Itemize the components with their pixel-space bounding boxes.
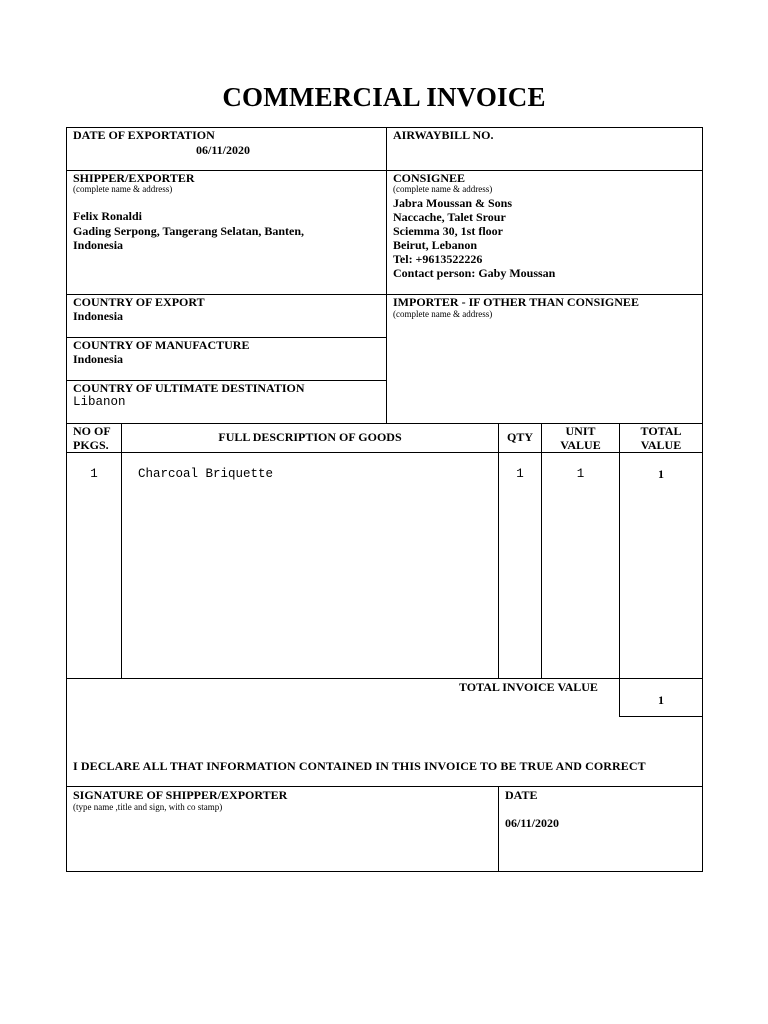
shipper-label: SHIPPER/EXPORTER (73, 171, 195, 185)
goods-header-description: FULL DESCRIPTION OF GOODS (218, 430, 402, 444)
country-manufacture-label: COUNTRY OF MANUFACTURE (73, 338, 250, 352)
country-destination-label: COUNTRY OF ULTIMATE DESTINATION (73, 381, 305, 395)
goods-header-total-value: VALUE (640, 438, 682, 452)
exportation-date-value: 06/11/2020 (196, 143, 251, 157)
page-title: COMMERCIAL INVOICE (222, 82, 546, 112)
total-invoice-value: 1 (658, 693, 664, 707)
shipper-name: Felix Ronaldi (73, 209, 143, 223)
consignee-city: Beirut, Lebanon (393, 238, 478, 252)
shipper-address-line: Gading Serpong, Tangerang Selatan, Banten, (73, 224, 305, 238)
total-invoice-label: TOTAL INVOICE VALUE (459, 680, 598, 694)
goods-header-qty: QTY (506, 430, 533, 444)
row-total-value: 1 (658, 467, 664, 481)
country-export-label: COUNTRY OF EXPORT (73, 295, 205, 309)
goods-header-pkgs: PKGS. (73, 438, 109, 452)
shipper-country: Indonesia (73, 238, 124, 252)
country-export-value: Indonesia (73, 309, 124, 323)
declaration-text: I DECLARE ALL THAT INFORMATION CONTAINED IN THIS INVOICE TO BE TRUE AND CORRECT (73, 759, 646, 773)
consignee-label: CONSIGNEE (393, 171, 466, 185)
consignee-note: (complete name & address) (393, 184, 493, 194)
importer-label: IMPORTER - IF OTHER THAN CONSIGNEE (393, 295, 639, 309)
shipper-note: (complete name & address) (73, 184, 173, 194)
importer-note: (complete name & address) (393, 309, 493, 319)
goods-header-unit-value: VALUE (560, 438, 601, 452)
row-pkgs: 1 (90, 467, 98, 481)
consignee-address-line: Sciemma 30, 1st floor (393, 224, 503, 238)
date-value: 06/11/2020 (505, 816, 560, 830)
row-description: Charcoal Briquette (138, 467, 274, 481)
row-unit-value: 1 (576, 467, 585, 481)
consignee-contact: Contact person: Gaby Moussan (393, 266, 556, 280)
date-label: DATE (505, 788, 538, 802)
signature-note: (type name ,title and sign, with co stamp) (73, 802, 223, 812)
goods-header-pkgs: NO OF (73, 424, 111, 438)
country-destination-value: Libanon (73, 395, 126, 409)
exportation-date-label: DATE OF EXPORTATION (73, 128, 215, 142)
consignee-name: Jabra Moussan & Sons (393, 196, 513, 210)
country-manufacture-value: Indonesia (73, 352, 124, 366)
goods-header-unit-value: UNIT (565, 424, 596, 438)
goods-header-total-value: TOTAL (640, 424, 682, 438)
signature-label: SIGNATURE OF SHIPPER/EXPORTER (73, 788, 288, 802)
consignee-address-line: Naccache, Talet Srour (393, 210, 506, 224)
row-qty: 1 (516, 467, 524, 481)
airwaybill-label: AIRWAYBILL NO. (393, 128, 494, 142)
consignee-phone: Tel: +9613522226 (393, 252, 483, 266)
